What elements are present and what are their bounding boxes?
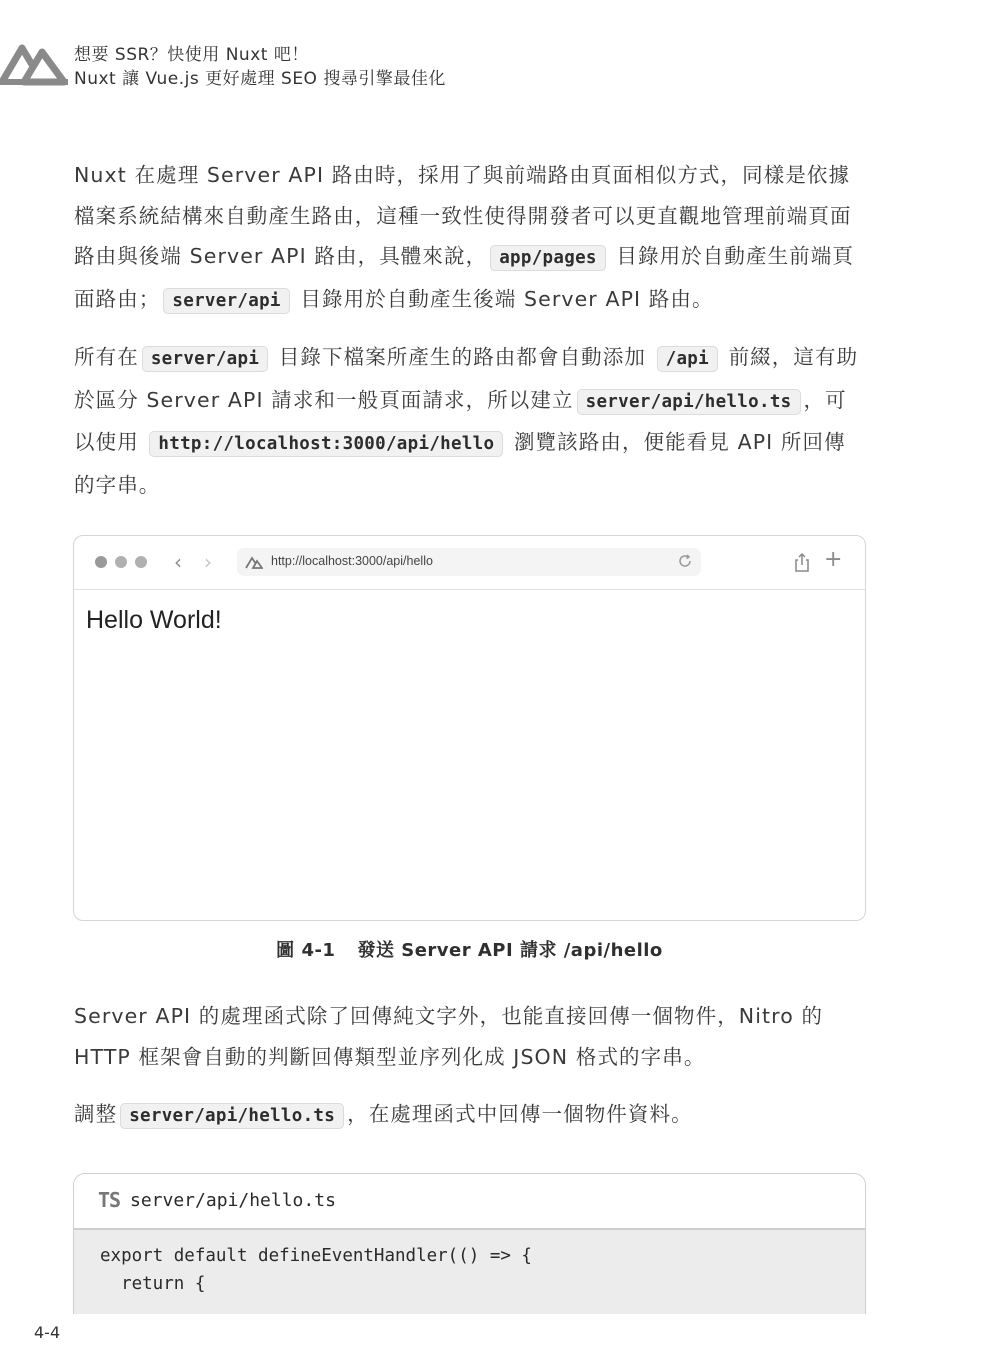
address-bar[interactable] (237, 548, 701, 576)
code-line: return { (100, 1274, 206, 1294)
browser-toolbar (74, 536, 865, 590)
paragraph-api-prefix: 所有在 server/api 目錄下檔案所產生的路由都會自動添加 /api 前綴，這有助於區分 Server API 請求和一般頁面請求，所以建立 server/api/hello.ts ，可以使用 http://localhost:3000/api/hello 瀏覽該路由，便能看見 API 所回傳的字串。 (74, 345, 859, 497)
paragraph-adjust-handler: 調整 server/api/hello.ts ，在處理函式中回傳一個物件資料。 (74, 1094, 866, 1137)
inline-code-hello-url: http://localhost:3000/api/hello (149, 431, 503, 457)
page-number: 4-4 (34, 1323, 61, 1342)
page-response-text: Hello World! (86, 606, 222, 634)
inline-code-server-api: server/api (142, 346, 268, 372)
reload-icon[interactable] (677, 553, 693, 569)
browser-screenshot (73, 535, 866, 921)
address-url: http://localhost:3000/api/hello (271, 554, 433, 568)
inline-code-hello-ts: server/api/hello.ts (120, 1103, 344, 1129)
inline-code-app-pages: app/pages (490, 245, 606, 271)
window-minimize-button[interactable] (115, 556, 127, 568)
running-header (0, 36, 600, 96)
figure-caption-text: 發送 Server API 請求 /api/hello (357, 940, 663, 961)
figure-caption (0, 936, 939, 962)
header-book-title: 想要 SSR？快使用 Nuxt 吧！ (74, 45, 309, 65)
nuxt-logo-icon (0, 42, 70, 86)
inline-code-hello-ts: server/api/hello.ts (577, 389, 801, 415)
back-arrow-icon[interactable]: ‹ (174, 550, 182, 574)
new-tab-icon[interactable]: + (824, 547, 843, 572)
code-body (74, 1230, 865, 1314)
inline-code-api-prefix: /api (657, 346, 718, 372)
paragraph-server-api-routing: Nuxt 在處理 Server API 路由時，採用了與前端路由頁面相似方式，同樣是依據檔案系統結構來自動產生路由，這種一致性使得開發者可以更直觀地管理前端頁面路由與後端 Server API 路由，具體來說， app/pages 目錄用於自動產生前端頁面路由； server/api 目錄用於自動產生後端 Server API 路由。 (74, 155, 866, 321)
code-line: export default defineEventHandler(() => { (100, 1246, 532, 1266)
figure-number: 圖 4-1 (276, 940, 336, 961)
window-zoom-button[interactable] (135, 556, 147, 568)
window-close-button[interactable] (95, 556, 107, 568)
code-filename: server/api/hello.ts (130, 1190, 336, 1211)
code-block-header (74, 1174, 865, 1230)
nuxt-favicon-icon (245, 555, 263, 569)
code-block (73, 1173, 866, 1314)
inline-code-server-api: server/api (163, 288, 289, 314)
typescript-icon: TS (98, 1188, 121, 1212)
share-icon[interactable] (794, 552, 810, 572)
paragraph-return-object: Server API 的處理函式除了回傳純文字外，也能直接回傳一個物件，Nitro 的 HTTP 框架會自動的判斷回傳類型並序列化成 JSON 格式的字串。 (74, 1004, 824, 1069)
header-book-subtitle: Nuxt 讓 Vue.js 更好處理 SEO 搜尋引擎最佳化 (74, 69, 446, 89)
forward-arrow-icon[interactable]: › (204, 550, 212, 574)
